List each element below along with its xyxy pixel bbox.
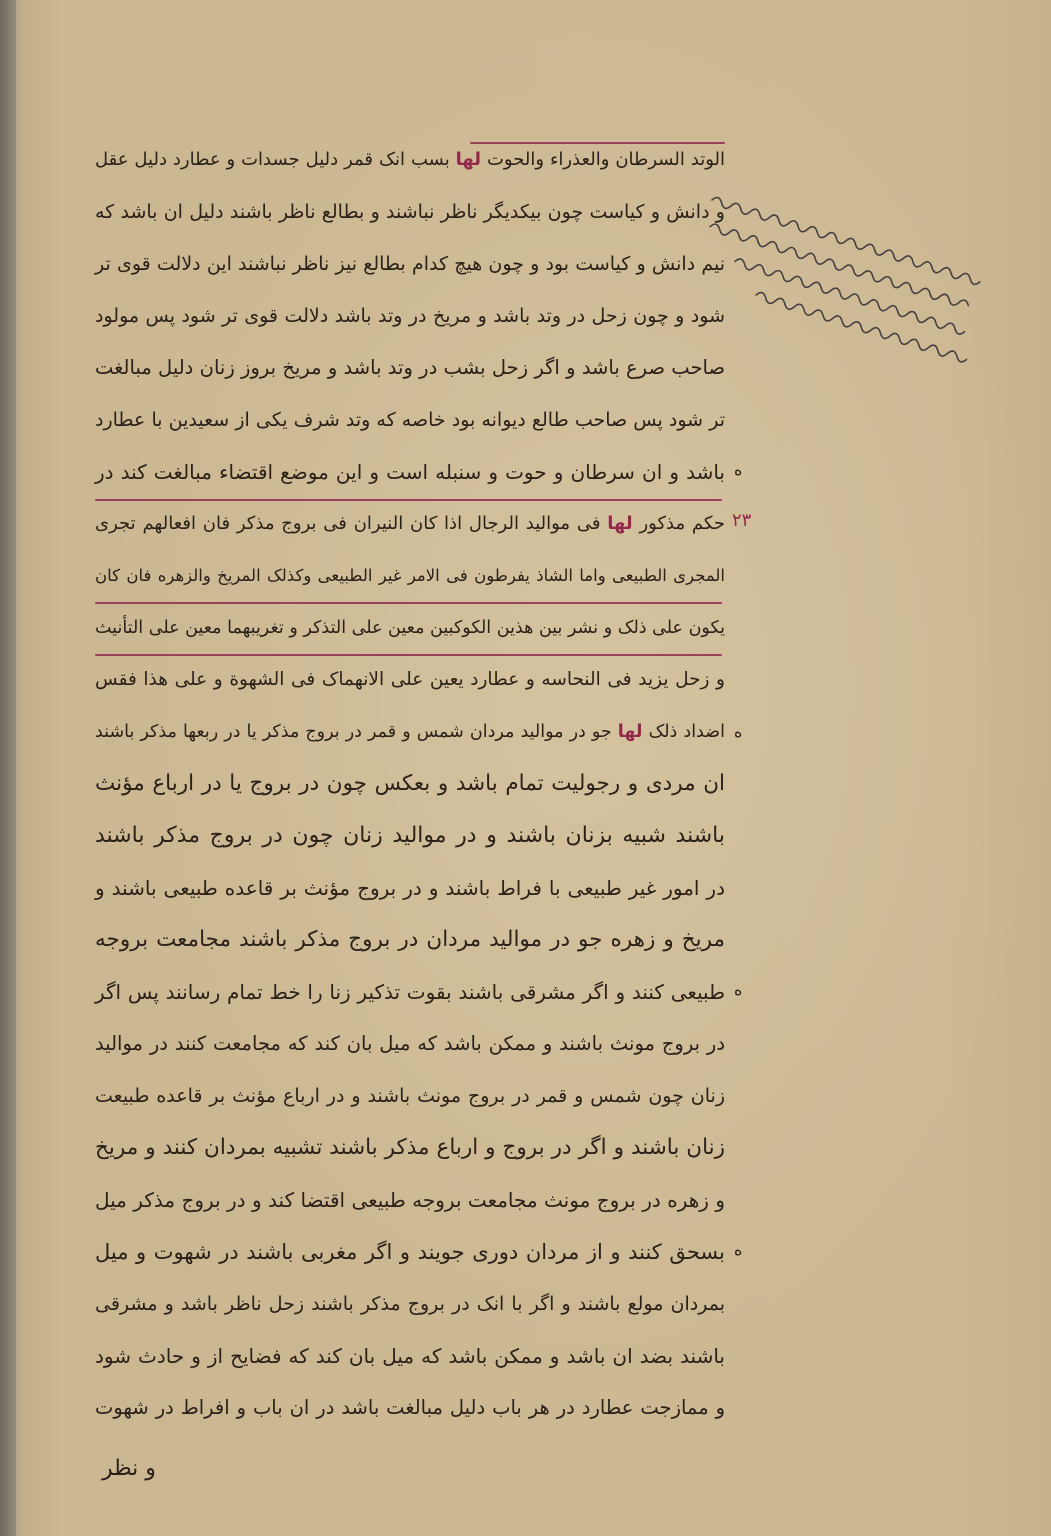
margin-mark: ه	[734, 722, 743, 741]
margin-note	[700, 182, 1045, 412]
text-line-25: و ممازجت عطارد در هر باب دلیل مبالغت باشد در ان باب و افراط در شهوت	[95, 1396, 725, 1419]
text-line-10: یکون علی ذلک و نشر بین هذین الکوکبین معین علی التذکر و تغریبهما معین علی التأنیث	[95, 618, 725, 638]
text-line-16: مریخ و زهره جو در موالید مردان در بروج مذکر باشند مجامعت بروجه	[95, 927, 725, 952]
line-text: فی موالید الرجال اذا کان النیران فی بروج مذکر فان افعالهم تجری	[95, 513, 601, 534]
text-line-11: و زحل یزید فی النحاسه و عطارد یعین علی الانهماک فی الشهوة و علی هذا فقس	[95, 669, 725, 690]
text-line-12	[95, 706, 725, 758]
line-text: اضداد ذلک	[648, 722, 725, 742]
text-line-18: در بروج مونث باشند و ممکن باشد که میل بان کند که مجامعت کنند در موالید	[95, 1032, 725, 1055]
line-text: بسب انک قمر دلیل جسدات و عطارد دلیل عقل	[95, 149, 450, 170]
text-block	[95, 134, 725, 1434]
line-text: حکم مذکور	[639, 513, 725, 534]
text-line-19: زنان چون شمس و قمر در بروج مونث باشند و در ارباع مؤنث بر قاعده طبیعت	[95, 1085, 725, 1107]
text-line-5: صاحب صرع باشد و اگر زحل بشب در وتد باشد و مریخ بروز زنان دلیل مبالغت	[95, 356, 725, 379]
line-text: الوتد السرطان والعذراء والحوت	[486, 149, 725, 170]
margin-mark: ه	[734, 460, 743, 479]
text-line-6: تر شود پس صاحب طالع دیوانه بود خاصه که وتد شرف یکی از سعیدین با عطارد	[95, 409, 725, 431]
margin-note-line	[755, 291, 968, 363]
rubric-word: لها	[617, 722, 643, 742]
margin-mark: ه	[734, 980, 743, 999]
text-line-3: نیم دانش و کیاست بود و چون هیچ کدام بطالع نیز ناظر نباشند این دلالت قوی تر	[95, 253, 725, 275]
text-line-13: ان مردی و رجولیت تمام باشد و بعکس چون در بروج یا در ارباع مؤنث	[95, 771, 725, 796]
text-line-17: طبیعی کنند و اگر مشرقی باشند بقوت تذکیر زنا را خط تمام رسانند پس اگر	[95, 980, 725, 1004]
catchword: و نظر	[102, 1456, 156, 1481]
text-line-22: بسحق کنند و از مردان دوری جویند و اگر مغربی باشند در شهوت و میل	[95, 1240, 725, 1264]
text-line-23: بمردان مولع باشند و اگر با انک در بروج مذکر باشند زحل ناظر باشد و مشرقی	[95, 1293, 725, 1315]
rubric-word: لها	[455, 149, 482, 170]
text-line-2: و دانش و کیاست چون بیکدیگر ناظر نباشند و بطالع ناظر باشند دلیل ان باشد که	[95, 201, 725, 223]
text-line-14: باشند شبیه بزنان باشند و در موالید زنان چون در بروج مذکر باشند	[95, 823, 725, 848]
text-line-4: شود و چون زحل در وتد باشد و مریخ در وتد باشد دلالت قوی تر شود پس مولود	[95, 305, 725, 327]
text-line-15: در امور غیر طبیعی با فراط باشند و در بروج مؤنث بر قاعده طبیعی باشند و	[95, 876, 725, 900]
text-line-21: و زهره در بروج مونث مجامعت بروجه طبیعی اقتضا کند و در بروج مذکر میل	[95, 1188, 725, 1212]
line-text: جو در موالید مردان شمس و قمر در بروج مذکر یا در ربعها مذکر باشند	[95, 722, 612, 742]
text-line-9: المجری الطبیعی واما الشاذ یفرطون فی الامر غیر الطبیعی وکذلک المریخ والزهره فان کان	[95, 566, 725, 585]
text-line-1	[95, 134, 725, 186]
text-line-8	[95, 498, 725, 550]
margin-note-line	[709, 223, 970, 310]
margin-number: ۲۳	[732, 510, 752, 531]
text-line-7: باشد و ان سرطان و حوت و سنبله است و این موضع اقتضاء مبالغت کند در	[95, 460, 725, 484]
rubric-word: لها	[607, 513, 633, 534]
margin-mark: ه	[734, 1240, 743, 1259]
text-line-24: باشند بضد ان باشد و ممکن باشد که میل بان کند که فضایح از و حادث شود	[95, 1344, 725, 1368]
margin-note-line	[711, 196, 981, 286]
text-line-20: زنان باشند و اگر در بروج و ارباع مذکر باشند تشبیه بمردان کنند و مریخ	[95, 1135, 725, 1160]
binding-gutter	[0, 0, 16, 1536]
